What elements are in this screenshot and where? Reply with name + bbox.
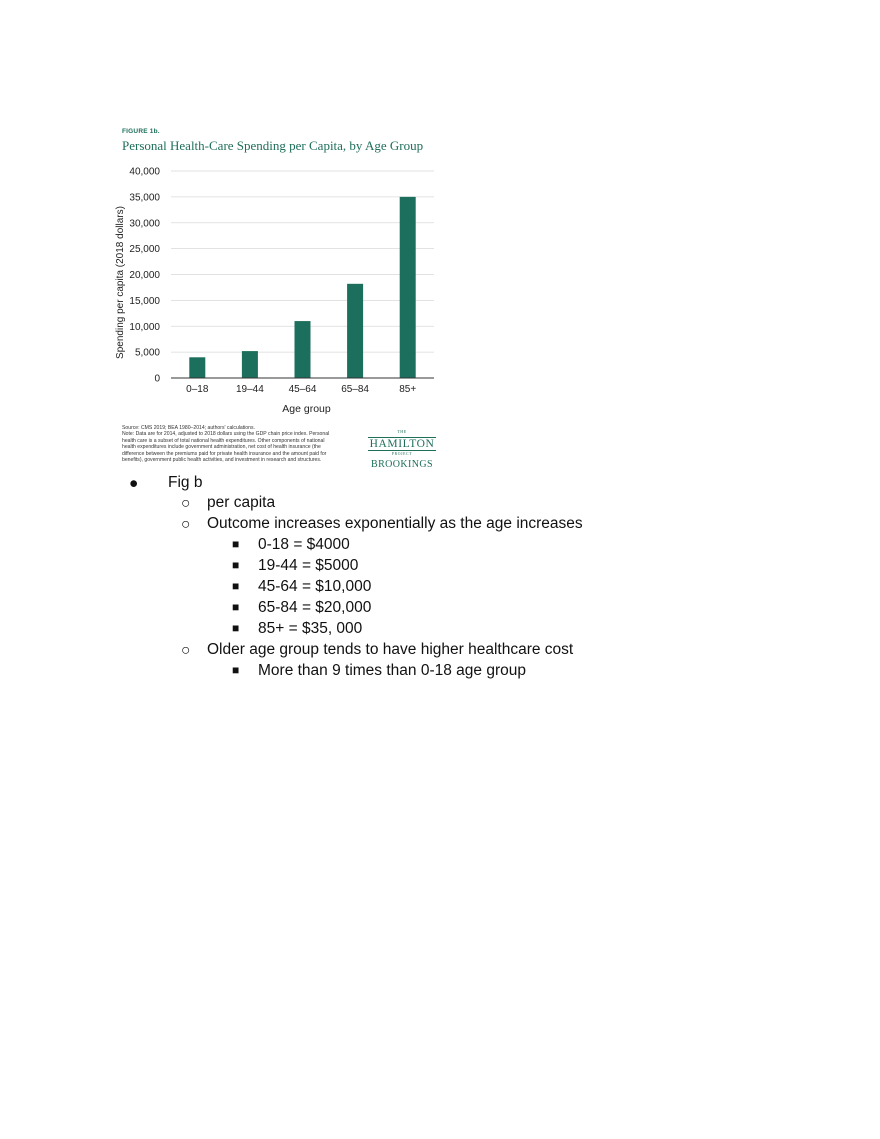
y-axis-title: Spending per capita (2018 dollars)	[115, 206, 126, 359]
x-tick-label: 85+	[399, 384, 417, 395]
bullet-level2: ○	[181, 495, 191, 512]
bar	[347, 284, 363, 378]
x-tick-label: 45–64	[288, 384, 317, 395]
note-subitem: 45-64 = $10,000	[258, 578, 372, 595]
note-subitem: 0-18 = $4000	[258, 536, 350, 553]
note-subitem: 85+ = $35, 000	[258, 620, 363, 637]
bar	[189, 357, 205, 378]
figure-title: Personal Health-Care Spending per Capita, by Age Group	[122, 138, 424, 153]
x-tick-label: 0–18	[186, 384, 209, 395]
notes-heading: Fig b	[168, 474, 203, 491]
source-line: health expenditures include government administration, net cost of health insurance (the	[122, 444, 321, 451]
x-tick-label: 19–44	[235, 384, 264, 395]
bar	[400, 197, 416, 378]
bullet-level2: ○	[181, 642, 191, 659]
y-tick-label: 35,000	[129, 192, 160, 204]
source-line: difference between the premiums paid for private health insurance and the amount paid for	[122, 450, 327, 457]
y-tick-label: 25,000	[129, 244, 160, 256]
bullet-level3: ■	[232, 600, 240, 614]
x-axis-title: Age group	[282, 403, 331, 415]
note-item: Outcome increases exponentially as the age increases	[207, 515, 583, 532]
bullet-level3: ■	[232, 537, 240, 551]
note-item: Older age group tends to have higher healthcare cost	[207, 641, 574, 658]
bullet-level3: ■	[232, 663, 240, 677]
logo-brookings: BROOKINGS	[371, 459, 433, 470]
bullet-level2: ○	[181, 516, 191, 533]
note-subitem: More than 9 times than 0-18 age group	[258, 662, 526, 679]
note-subitem: 65-84 = $20,000	[258, 599, 372, 616]
source-line: Source: CMS 2019; BEA 1980–2014; authors' calculations.	[122, 425, 255, 431]
y-tick-label: 40,000	[129, 166, 160, 178]
source-line: Note: Data are for 2014, adjusted to 2018 dollars using the GDP chain price index. Personal	[122, 431, 330, 438]
x-tick-label: 65–84	[341, 384, 370, 395]
logo-the: THE	[397, 429, 407, 434]
figure	[115, 126, 448, 471]
y-tick-label: 0	[154, 373, 160, 385]
y-tick-label: 10,000	[129, 321, 160, 333]
bullet-level3: ■	[232, 579, 240, 593]
figure-label: FIGURE 1b.	[122, 128, 160, 135]
y-tick-label: 20,000	[129, 270, 160, 281]
bullet-level1: ●	[129, 475, 139, 492]
note-item: per capita	[207, 494, 276, 511]
bar-chart	[115, 126, 448, 426]
bar	[295, 321, 311, 378]
logo-hamilton: HAMILTON	[369, 438, 435, 450]
bullet-level3: ■	[232, 621, 240, 635]
figure-source-note	[122, 425, 354, 463]
bar	[242, 351, 258, 378]
source-line: benefits), government public health activities, and investment in research and structures.	[122, 457, 322, 464]
y-tick-label: 30,000	[129, 218, 160, 230]
y-tick-label: 15,000	[129, 295, 160, 307]
hamilton-brookings-logo	[366, 430, 438, 470]
source-line: health care is a subset of total national health expenditures. Other components of national	[122, 437, 325, 444]
y-tick-label: 5,000	[134, 347, 160, 359]
bullet-level3: ■	[232, 558, 240, 572]
logo-project: PROJECT	[391, 452, 413, 456]
note-subitem: 19-44 = $5000	[258, 557, 359, 574]
